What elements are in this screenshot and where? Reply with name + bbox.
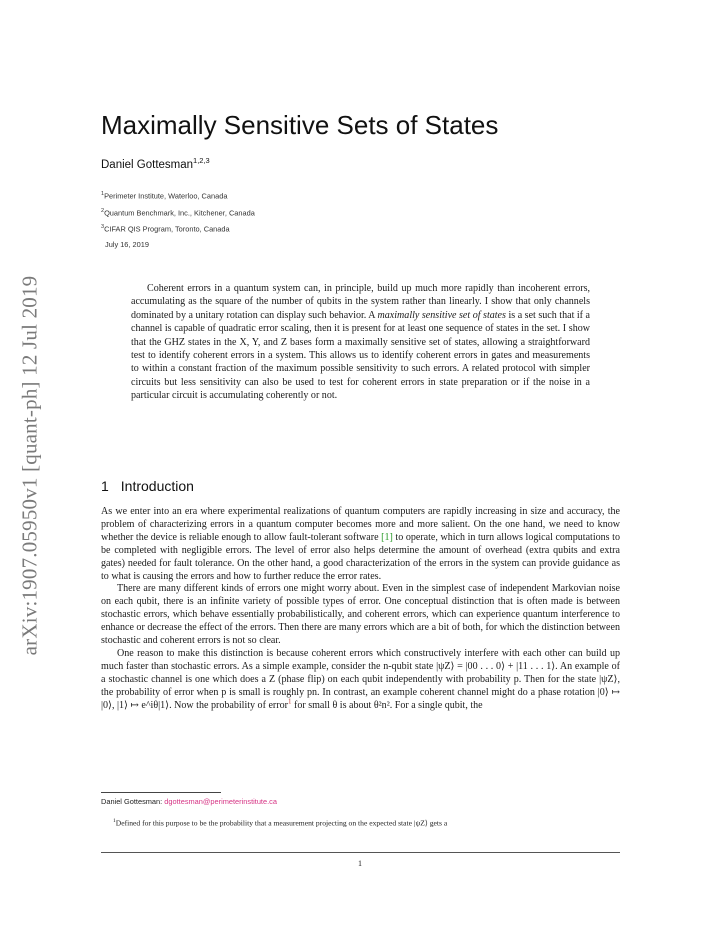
intro-p1-text-b: to operate, which in turn allows logical computations to be completed with negligible errors. The level of error also helps determine the amount of overhead (extra qubits and extra gates) needed for fault tolerance. On the other hand, a good characterization of the errors in the system can provide guidance as to what is causing the errors and how to further reduce the error rates. — [101, 531, 620, 582]
affiliation-2 — [101, 208, 255, 217]
abstract-text-part2: is a set such that if a channel is capable of quadratic error scaling, then it is present for at least one sequence of states in the set. I show that the GHZ states in the X, Y, and Z bases form a maximally sensitive set of states, allowing a straightforward test to identify coherent errors in a system. This allows us to identify coherent errors in gates and measurements to within a constant fraction of the maximum possible sensitivity to such errors. A related protocol with simpler circuits but less sensitivity can also be used to test for coherent errors in state preparation or if the noise in a particular circuit is accumulating coherently or not. — [131, 309, 591, 402]
section-number: 1 — [101, 478, 109, 494]
footnote — [101, 818, 620, 828]
footer-divider — [101, 852, 620, 853]
abstract-text-part1: Coherent errors in a quantum system can, in principle, build up much more rapidly than incoherent errors, accumulating as the square of the number of qubits in the system rather than linearly. I show that only channels dominated by a unitary rotation can display such behavior. A — [131, 283, 590, 321]
affiliation-1 — [101, 191, 227, 200]
section-heading — [101, 478, 194, 494]
author-name: Daniel Gottesman — [101, 158, 194, 171]
contact-line — [101, 795, 277, 806]
intro-p1-text-a: As we enter into an era where experimental realizations of quantum computers are rapidly increasing in size and accuracy, the problem of characterizing errors in a quantum computer becomes more and more salient. On the one hand, we need to know whether the device is reliable enough to allow fault-tolerant software — [101, 506, 620, 543]
author-affiliation-marks: 1,2,3 — [193, 156, 210, 165]
intro-p3-text-a: One reason to make this distinction is because coherent errors which constructively interfere with each other can build up much faster than stochastic errors. As a simple example, consider the n-qubit state |ψZ⟩ = |00 . . . 0⟩ + |11 . . . 1⟩. An example of a stochastic channel is one which does a Z (phase flip) on each qubit independently with probability p. Then for the state |ψZ⟩, the probability of error when p is small is roughly pn. In contrast, an example coherent channel might do a phase rotation |0⟩ ↦ |0⟩, |1⟩ ↦ e^iθ|1⟩. Now the probability of error — [101, 647, 620, 711]
publication-date: July 16, 2019 — [105, 240, 149, 249]
page-number: 1 — [358, 859, 362, 868]
footnote-mark: 1 — [113, 818, 116, 824]
contact-label: Daniel Gottesman: — [101, 797, 163, 806]
footnote-text: Defined for this purpose to be the probability that a measurement projecting on the expected state |ψZ⟩ gets a — [115, 818, 448, 828]
affiliation-text: CIFAR QIS Program, Toronto, Canada — [104, 224, 230, 234]
affiliation-mark: 2 — [101, 208, 105, 214]
introduction-body — [101, 506, 620, 713]
intro-paragraph-3 — [101, 648, 620, 713]
affiliation-3 — [101, 224, 230, 233]
contact-email-link[interactable]: dgottesman@perimeterinstitute.ca — [164, 797, 277, 806]
author-line — [101, 156, 210, 171]
affiliation-mark: 3 — [101, 224, 105, 230]
contact-divider — [101, 792, 221, 793]
intro-paragraph-1 — [101, 506, 620, 583]
intro-p3-text-b: for small θ is about θ²n². For a single qubit, the — [291, 699, 483, 711]
affiliation-mark: 1 — [101, 191, 105, 197]
affiliation-text: Perimeter Institute, Waterloo, Canada — [104, 191, 228, 201]
paper-title: Maximally Sensitive Sets of States — [101, 110, 499, 140]
footnote-reference[interactable]: 1 — [287, 697, 292, 706]
abstract-emphasis: maximally sensitive set of states — [377, 309, 506, 321]
intro-paragraph-2: There are many different kinds of errors one might worry about. Even in the simplest case of independent Markovian noise on each qubit, there is an infinite variety of possible types of error. One conceptual distinction that is often made is between stochastic errors, which behave essentially probabilistically, and coherent errors, which can experience quantum interference to enhance or decrease the effect of the errors. Then there are many errors which are a bit of both, for which the distinction between stochastic and coherent errors is not so clear. — [101, 583, 620, 647]
citation-link[interactable]: [1] — [381, 531, 393, 543]
abstract — [131, 282, 590, 403]
arxiv-side-stamp — [8, 240, 52, 690]
affiliation-text: Quantum Benchmark, Inc., Kitchener, Canada — [104, 208, 255, 218]
arxiv-identifier: arXiv:1907.05950v1 [quant-ph] 12 Jul 2019 — [17, 275, 42, 655]
section-title: Introduction — [120, 478, 194, 494]
